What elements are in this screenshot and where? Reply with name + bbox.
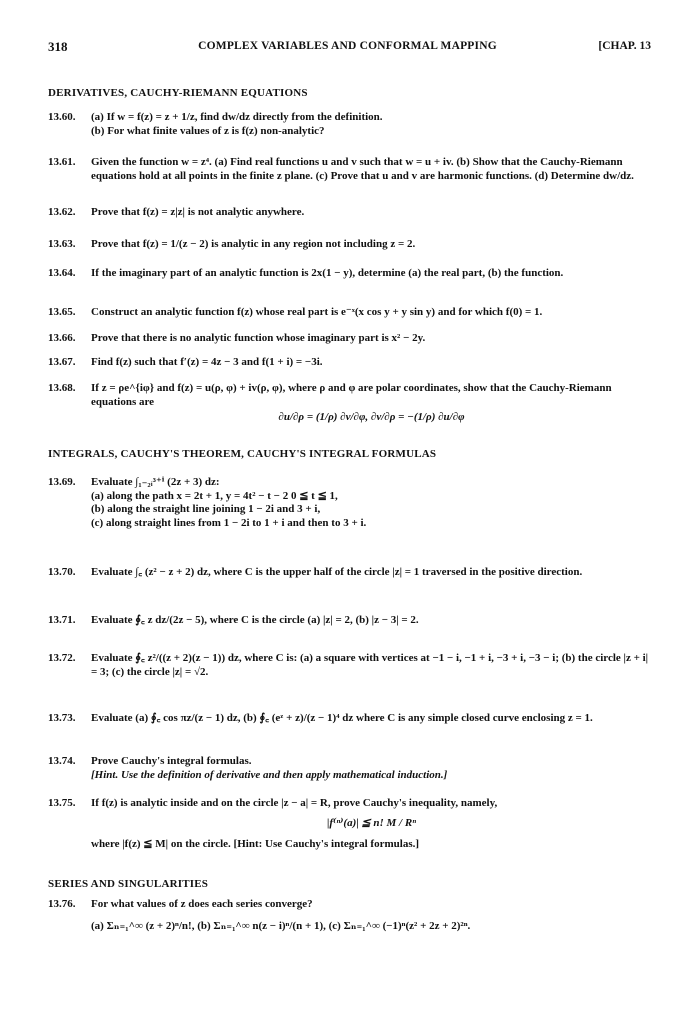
problem-number: 13.68. (48, 382, 76, 394)
problem-13-71 (48, 614, 652, 628)
problem-text: Find f(z) such that f′(z) = 4z − 3 and f(1 + i) = −3i. (91, 356, 323, 368)
problem-13-61 (48, 156, 652, 183)
section-heading-integrals: INTEGRALS, CAUCHY'S THEOREM, CAUCHY'S INTEGRAL FORMULAS (48, 448, 437, 460)
problem-text: Evaluate ∫₁₋₂ᵢ³⁺ⁱ (2z + 3) dz: (91, 476, 220, 488)
problem-text: Prove Cauchy's integral formulas. (91, 755, 252, 767)
problem-part-b: (b) For what finite values of z is f(z) non-analytic? (91, 124, 325, 137)
problem-hint: [Hint. Use the definition of derivative and then apply mathematical induction.] (91, 768, 448, 781)
problem-number: 13.67. (48, 356, 76, 368)
problem-text: If the imaginary part of an analytic function is 2x(1 − y), determine (a) the real part, (b) the function. (91, 267, 564, 279)
problem-text: Evaluate ∫꜀ (z² − z + 2) dz, where C is the upper half of the circle |z| = 1 traversed in the positive direction. (91, 566, 583, 578)
problem-number: 13.69. (48, 476, 76, 488)
problem-13-62 (48, 206, 652, 220)
problem-13-63 (48, 238, 652, 252)
problem-part-a: (a) along the path x = 2t + 1, y = 4t² − t − 2 0 ≦ t ≦ 1, (91, 489, 338, 502)
problem-part-a: (a) If w = f(z) = z + 1/z, find dw/dz directly from the definition. (91, 111, 383, 123)
chapter-label: [CHAP. 13 (598, 40, 651, 52)
problem-text: Evaluate ∮꜀ z dz/(2z − 5), where C is the circle (a) |z| = 2, (b) |z − 3| = 2. (91, 614, 419, 626)
problem-13-69 (48, 476, 652, 530)
problem-text: Evaluate ∮꜀ z²/((z + 2)(z − 1)) dz, where C is: (a) a square with vertices at −1 − i, −1 + i, −3 + i, −3 − i; (b) the circle |z + i| = 3; (c) the circle |z| = √2. (91, 652, 649, 678)
problem-13-73 (48, 712, 652, 726)
problem-number: 13.74. (48, 755, 76, 767)
section-heading-derivatives: DERIVATIVES, CAUCHY-RIEMANN EQUATIONS (48, 87, 308, 99)
problem-text: Given the function w = z⁴. (a) Find real functions u and v such that w = u + iv. (b) Show that the Cauchy-Riemann equations hold at all points in the finite z plane. (c) Prove that u and v are harmonic functions. (d) Determine dw/dz. (91, 156, 634, 182)
problem-13-65 (48, 306, 652, 320)
problem-number: 13.71. (48, 614, 76, 626)
problem-13-74 (48, 755, 652, 782)
problem-number: 13.63. (48, 238, 76, 250)
problem-13-70 (48, 566, 652, 580)
problem-number: 13.70. (48, 566, 76, 578)
running-title: COMPLEX VARIABLES AND CONFORMAL MAPPING (198, 40, 497, 52)
problem-number: 13.65. (48, 306, 76, 318)
problem-13-76 (48, 898, 652, 933)
problem-text: Prove that there is no analytic function whose imaginary part is x² − 2y. (91, 332, 426, 344)
problem-13-67 (48, 356, 652, 370)
problem-number: 13.60. (48, 111, 76, 123)
problem-text-after: where |f(z) ≦ M| on the circle. [Hint: Use Cauchy's integral formulas.] (91, 838, 420, 850)
page-number: 318 (48, 39, 68, 54)
problem-number: 13.75. (48, 797, 76, 809)
problem-number: 13.66. (48, 332, 76, 344)
polar-cauchy-riemann-equations: ∂u/∂ρ = (1/ρ) ∂v/∂φ, ∂v/∂ρ = −(1/ρ) ∂u/∂φ (278, 411, 465, 423)
problem-text: If z = ρe^{iφ} and f(z) = u(ρ, φ) + iv(ρ, φ), where ρ and φ are polar coordinates, show that the Cauchy-Riemann equations are (91, 382, 612, 408)
problem-text: Evaluate (a) ∮꜀ cos πz/(z − 1) dz, (b) ∮꜀ (eᶻ + z)/(z − 1)⁴ dz where C is any simple closed curve enclosing z = 1. (91, 712, 593, 724)
problem-13-66 (48, 332, 652, 346)
problem-text: Prove that f(z) = z|z| is not analytic anywhere. (91, 206, 305, 218)
problem-13-72 (48, 652, 652, 679)
problem-number: 13.64. (48, 267, 76, 279)
problem-number: 13.76. (48, 898, 76, 910)
problem-text: If f(z) is analytic inside and on the circle |z − a| = R, prove Cauchy's inequality, namely, (91, 797, 498, 809)
problem-text: Construct an analytic function f(z) whose real part is e⁻ˣ(x cos y + y sin y) and for which f(0) = 1. (91, 306, 543, 318)
problem-part-c: (c) along straight lines from 1 − 2i to 1 + i and then to 3 + i. (91, 516, 367, 529)
section-heading-series: SERIES AND SINGULARITIES (48, 878, 209, 890)
problem-part-b: (b) along the straight line joining 1 − 2i and 3 + i, (91, 503, 321, 515)
series-list: (a) Σₙ₌₁^∞ (z + 2)ⁿ/n!, (b) Σₙ₌₁^∞ n(z − i)ⁿ/(n + 1), (c) Σₙ₌₁^∞ (−1)ⁿ(z² + 2z + 2)²ⁿ. (91, 919, 471, 932)
problem-13-68 (48, 382, 652, 425)
problem-number: 13.72. (48, 652, 76, 664)
problem-text: For what values of z does each series converge? (91, 898, 313, 910)
problem-text: Prove that f(z) = 1/(z − 2) is analytic in any region not including z = 2. (91, 238, 416, 250)
problem-number: 13.62. (48, 206, 76, 218)
problem-number: 13.61. (48, 156, 76, 168)
problem-number: 13.73. (48, 712, 76, 724)
problem-13-75 (48, 797, 652, 852)
problem-13-64 (48, 267, 652, 281)
problem-13-60 (48, 111, 652, 138)
cauchy-inequality: |f⁽ⁿ⁾(a)| ≦ n! M / Rⁿ (326, 816, 417, 829)
